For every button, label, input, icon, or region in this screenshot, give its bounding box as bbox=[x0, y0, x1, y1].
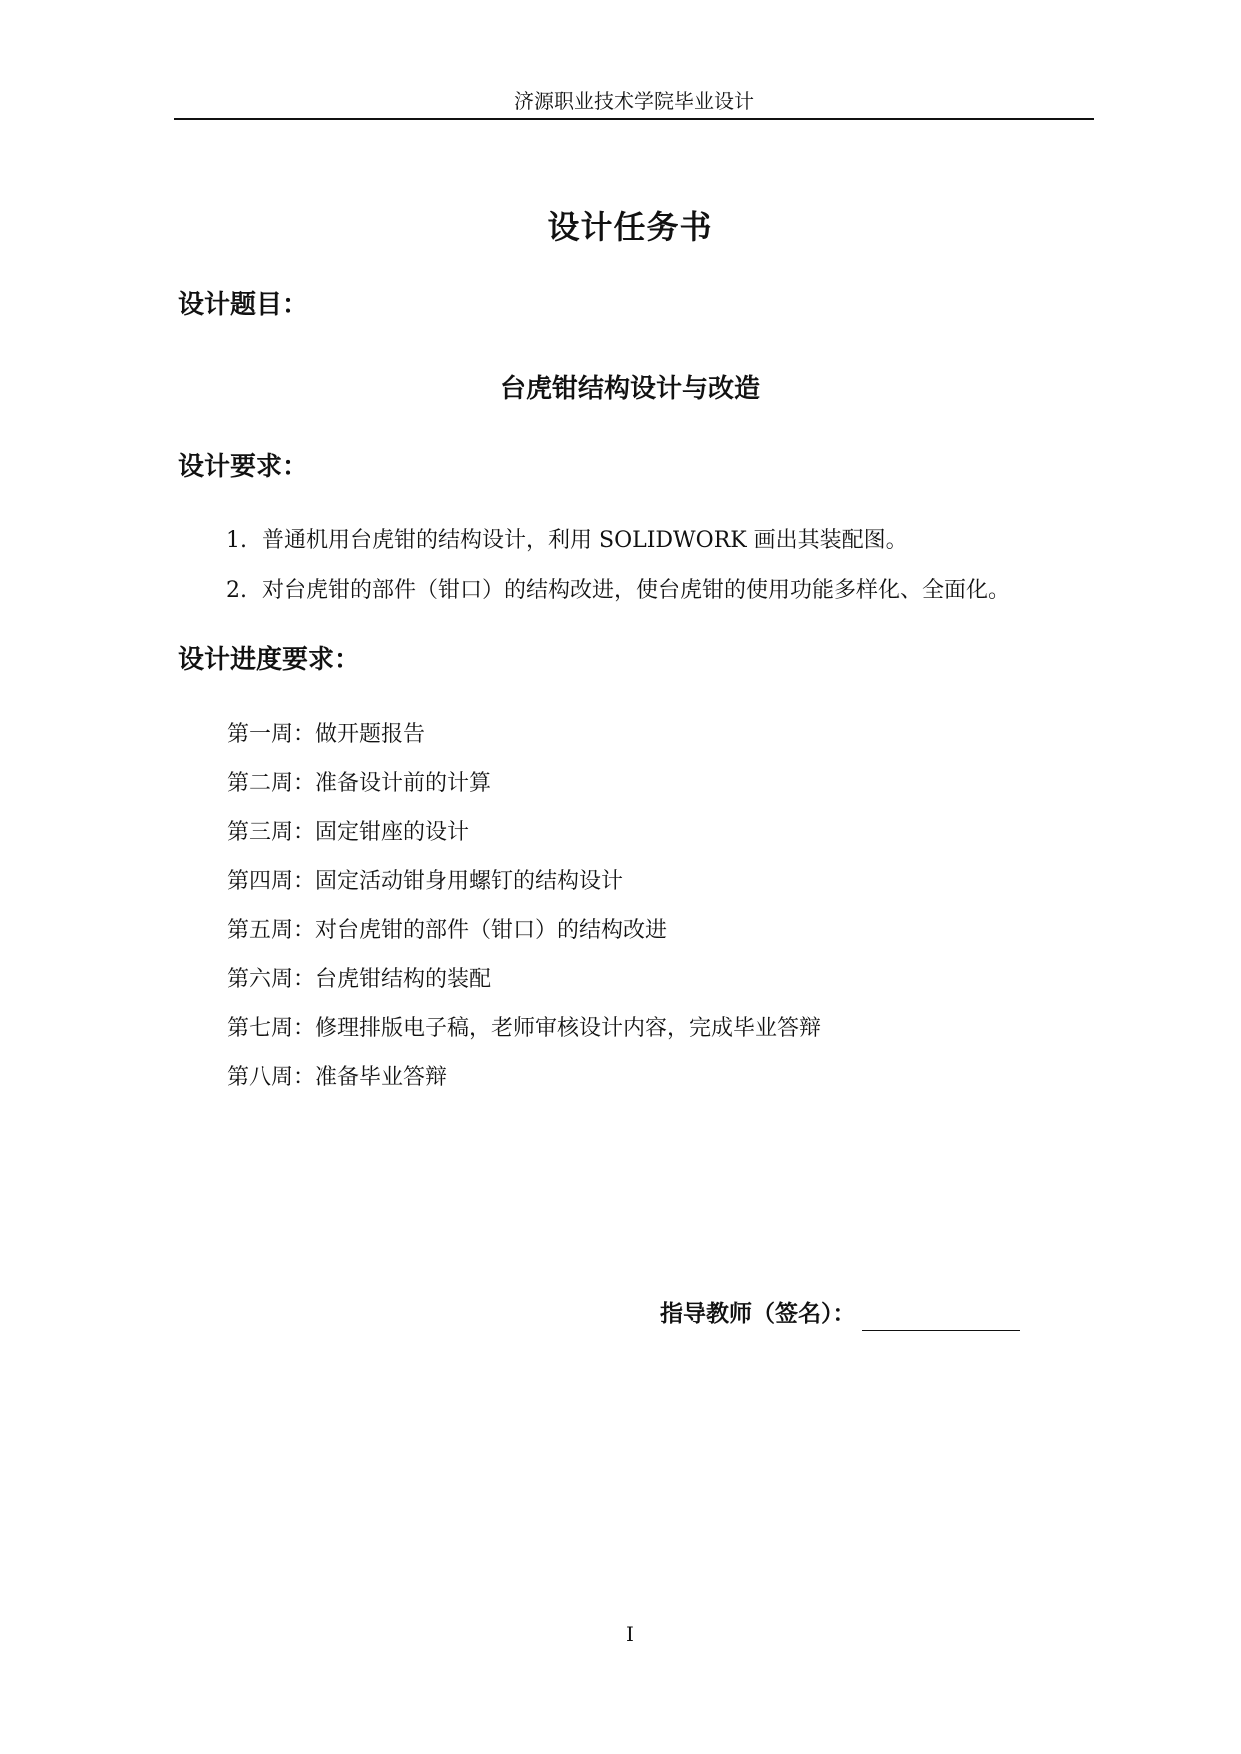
week-label: 第三周： bbox=[227, 820, 316, 845]
week-task: 固定钳座的设计 bbox=[315, 820, 470, 845]
page-number: I bbox=[626, 1622, 634, 1646]
schedule-row bbox=[227, 1012, 1027, 1061]
requirement-text: 普通机用台虎钳的结构设计，利用 SOLIDWORK 画出其装配图。 bbox=[262, 528, 908, 553]
week-task: 准备设计前的计算 bbox=[315, 771, 492, 796]
schedule-row bbox=[227, 914, 1027, 963]
requirement-item bbox=[226, 574, 1136, 624]
week-task: 固定活动钳身用螺钉的结构设计 bbox=[315, 869, 624, 894]
schedule-row bbox=[227, 816, 1027, 865]
week-label: 第八周： bbox=[227, 1065, 316, 1090]
week-label: 第四周： bbox=[227, 869, 316, 894]
signature-label: 指导教师（签名）： bbox=[660, 1301, 856, 1327]
week-label: 第一周： bbox=[227, 722, 316, 747]
schedule-row bbox=[227, 865, 1027, 914]
advisor-signature bbox=[660, 1297, 1020, 1331]
schedule-row bbox=[227, 1061, 1027, 1110]
week-task: 做开题报告 bbox=[315, 722, 426, 747]
week-label: 第二周： bbox=[227, 771, 316, 796]
week-label: 第七周： bbox=[227, 1016, 316, 1041]
page-header: 济源职业技术学院毕业设计 bbox=[174, 84, 1094, 120]
topic-heading: 设计题目： bbox=[178, 290, 309, 320]
schedule-row bbox=[227, 767, 1027, 816]
topic-title: 台虎钳结构设计与改造 bbox=[499, 374, 760, 404]
requirement-text: 对台虎钳的部件（钳口）的结构改进，使台虎钳的使用功能多样化、全面化。 bbox=[262, 578, 1011, 603]
week-task: 对台虎钳的部件（钳口）的结构改进 bbox=[315, 918, 668, 943]
requirement-number: 1. bbox=[226, 528, 247, 553]
week-task: 台虎钳结构的装配 bbox=[315, 967, 492, 992]
schedule-row bbox=[227, 963, 1027, 1012]
requirements-heading: 设计要求： bbox=[178, 452, 309, 482]
week-label: 第六周： bbox=[227, 967, 316, 992]
schedule-list bbox=[227, 718, 1027, 1110]
requirement-item bbox=[226, 524, 1136, 574]
document-title: 设计任务书 bbox=[547, 208, 713, 246]
signature-line bbox=[862, 1306, 1020, 1331]
schedule-row bbox=[227, 718, 1027, 767]
requirement-number: 2. bbox=[226, 578, 247, 603]
week-task: 修理排版电子稿，老师审核设计内容，完成毕业答辩 bbox=[315, 1016, 822, 1041]
schedule-heading: 设计进度要求： bbox=[178, 645, 361, 675]
requirements-list bbox=[226, 524, 1136, 624]
week-label: 第五周： bbox=[227, 918, 316, 943]
week-task: 准备毕业答辩 bbox=[315, 1065, 448, 1090]
